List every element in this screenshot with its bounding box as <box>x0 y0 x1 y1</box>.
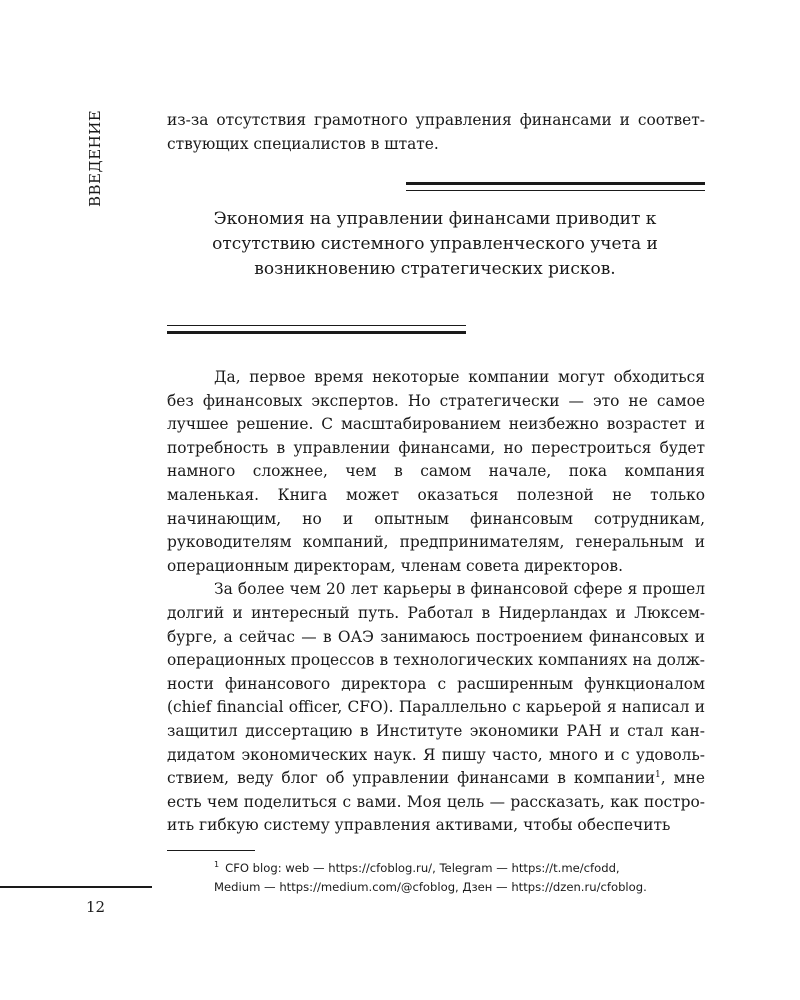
footnote-mark: 1 <box>214 860 220 869</box>
footnote-line-1 <box>214 855 714 878</box>
intro-paragraph <box>167 109 705 156</box>
footnote-line-2: Medium — https://medium.com/@cfoblog, Дзен — https://dzen.ru/cfoblog. <box>214 879 647 894</box>
footnote <box>214 855 714 897</box>
quote-top-rule <box>406 182 705 191</box>
pull-quote: Экономия на управлении финансами приводит к отсутствию системного управленческого учета и возникновению стратегических рисков. <box>212 209 658 279</box>
quote-bottom-rule <box>167 325 466 334</box>
footnote-divider <box>167 850 255 851</box>
page-number: 12 <box>86 898 106 916</box>
paragraph-1: Да, первое время некоторые компании могут обходиться без финансовых экспертов. Но стратегически — это не самое лучшее решение. С масштабированием неизбежно возрастет и потребность в управлении финансами, но перестроиться будет намного сложнее, чем в самом начале, пока компания маленькая. Книга может оказаться полезной не только начинающим, но и опытным финансовым сотрудникам, руководителям компаний, предпринимателям, генеральным и операционным директорам, членам совета директоров. <box>167 368 705 575</box>
paragraph-2-text: За более чем 20 лет карьеры в финансовой сфере я прошел долгий и интересный путь. Работал в Нидерландах и Люксембурге, а сейчас — в ОАЭ занимаюсь построением финансовых и операционных процессов в технологических компаниях на должности финансового директора с расширенным функционалом (chief financial officer, CFO). Параллельно с карьерой я написал и защитил диссертацию в Институте экономики РАН и стал кандидатом экономических наук. Я пишу часто, много и с удовольствием, веду блог об управлении финансами в компании <box>167 580 705 788</box>
paragraph-2-tail: , мне есть чем поделиться с вами. Моя цель — рассказать, как построить гибкую систему управления активами, чтобы обеспечить <box>167 769 705 835</box>
intro-text: из-за отсутствия грамотного управления финансами и соответствующих специалистов в штате. <box>167 111 705 153</box>
paragraph-2 <box>167 578 705 838</box>
footnote-text-1: CFO blog: web — https://cfoblog.ru/, Telegram — https://t.me/cfodd, <box>225 860 620 875</box>
running-header: ВВЕДЕНИЕ <box>86 109 104 207</box>
page-number-rule <box>0 886 152 888</box>
body-text <box>167 366 705 838</box>
footnote-reference[interactable]: 1 <box>654 769 661 780</box>
